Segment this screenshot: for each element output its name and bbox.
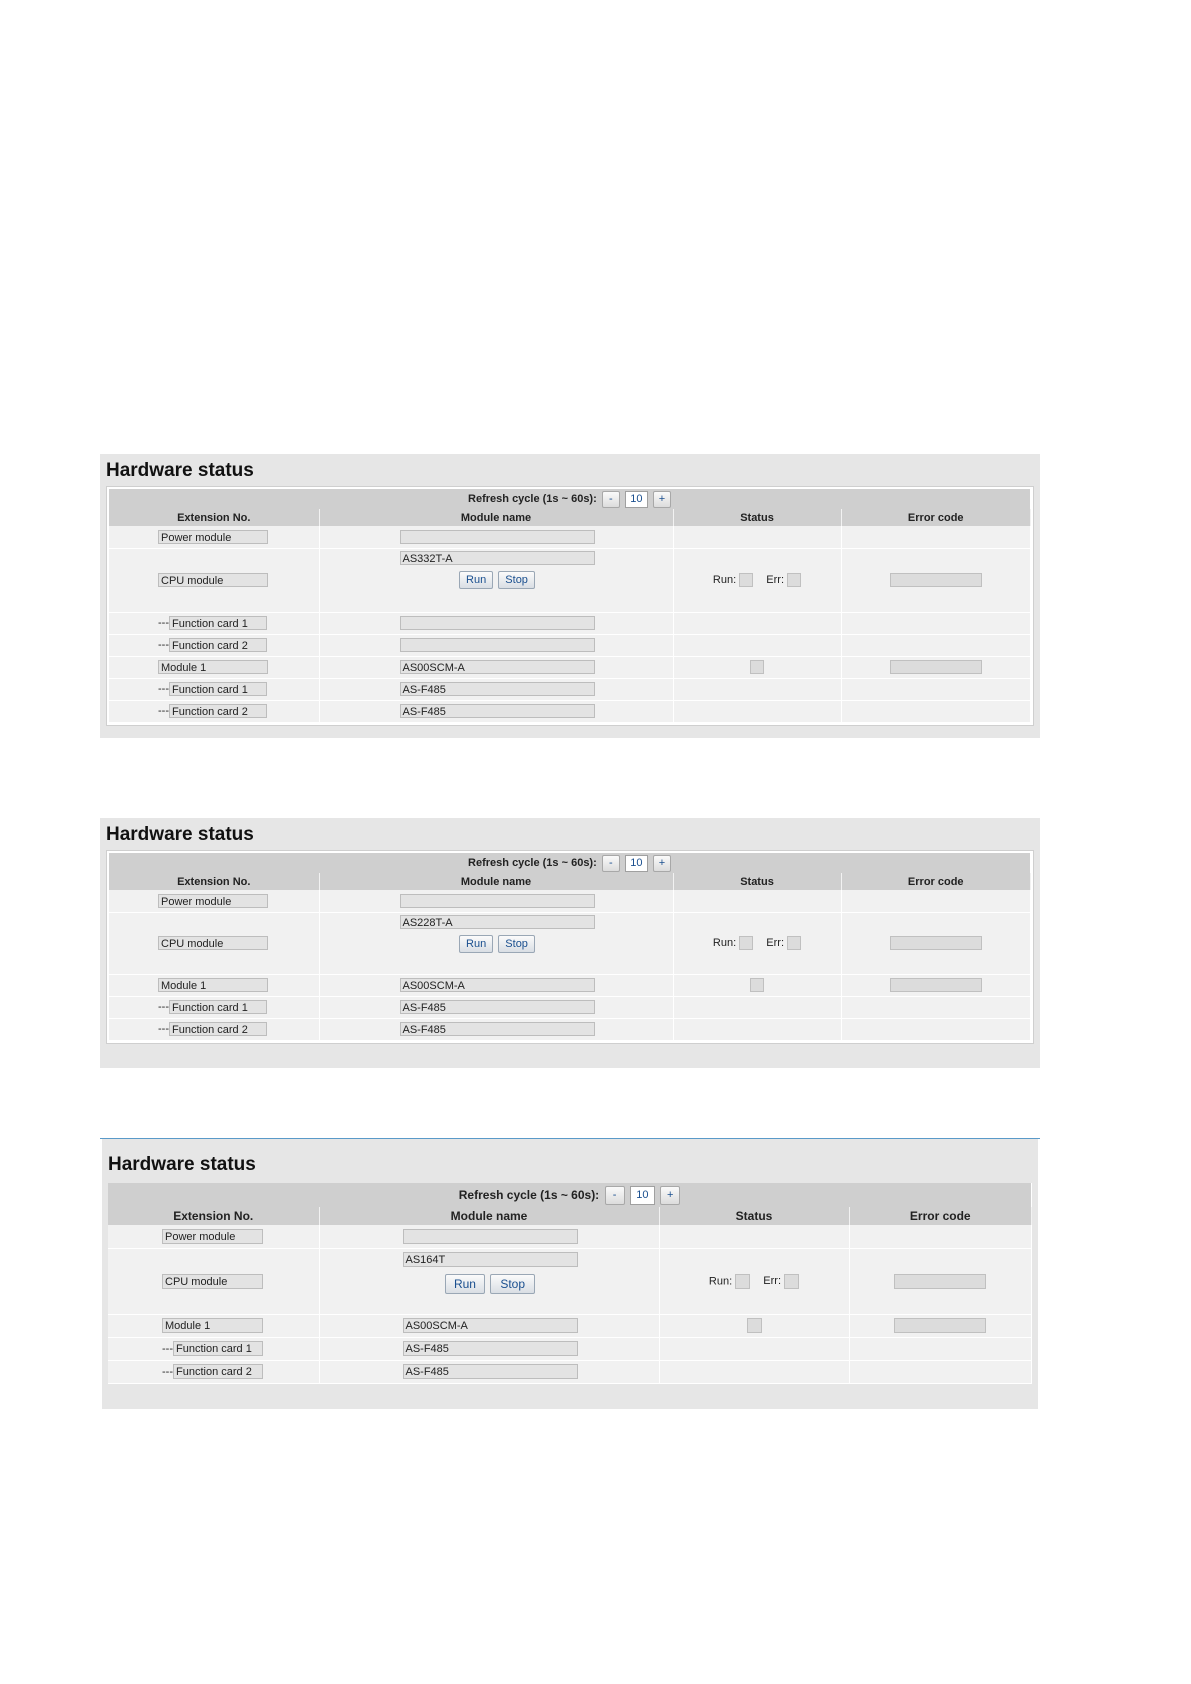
refresh-decrease-button[interactable]: - xyxy=(602,855,620,872)
hardware-status-panel-3 xyxy=(102,1139,1038,1409)
refresh-cycle-label: Refresh cycle (1s ~ 60s): xyxy=(458,1188,600,1202)
table-header xyxy=(108,1207,1032,1225)
refresh-row xyxy=(108,1183,1032,1207)
run-status-indicator xyxy=(739,936,753,950)
tree-prefix: --- xyxy=(158,1001,169,1013)
module-1-error-code-field xyxy=(894,1318,986,1333)
err-status-indicator xyxy=(784,1274,799,1289)
hardware-table xyxy=(109,489,1031,723)
table-row-module-1-function-card-1 xyxy=(109,996,1031,1018)
table-row-power-module xyxy=(109,526,1031,548)
refresh-decrease-button[interactable]: - xyxy=(605,1186,625,1205)
power-module-label: Power module xyxy=(158,894,268,908)
refresh-cycle-label: Refresh cycle (1s ~ 60s): xyxy=(468,857,597,869)
header-error-code: Error code xyxy=(849,1207,1032,1225)
function-card-1-label: Function card 1 xyxy=(169,616,267,630)
tree-prefix: --- xyxy=(158,705,169,717)
table-row-module-1-function-card-2 xyxy=(109,1018,1031,1040)
cpu-error-code-field xyxy=(890,936,982,950)
header-module-name: Module name xyxy=(319,873,673,890)
header-error-code: Error code xyxy=(841,873,1031,890)
function-card-2-label: Function card 2 xyxy=(169,638,267,652)
function-card-2-name-field: AS-F485 xyxy=(403,1364,578,1379)
err-status-indicator xyxy=(787,936,801,950)
table-row-module-1-function-card-2 xyxy=(108,1360,1032,1383)
table-row-module-1-function-card-2 xyxy=(109,700,1031,722)
function-card-1-label: Function card 1 xyxy=(169,682,267,696)
cpu-module-label: CPU module xyxy=(162,1274,263,1289)
hardware-status-panel-2 xyxy=(100,818,1040,1068)
panel-title: Hardware status xyxy=(108,1154,256,1175)
cpu-module-name-field: AS332T-A xyxy=(400,551,595,565)
tree-prefix: --- xyxy=(158,639,169,651)
stop-button[interactable]: Stop xyxy=(498,935,535,953)
refresh-decrease-button[interactable]: - xyxy=(602,491,620,508)
tree-prefix: --- xyxy=(158,617,169,629)
module-1-status-indicator xyxy=(750,978,764,992)
function-card-1-name-field: AS-F485 xyxy=(400,682,595,696)
tree-prefix: --- xyxy=(162,1365,173,1378)
cpu-module-name-field: AS228T-A xyxy=(400,915,595,929)
tree-prefix: --- xyxy=(158,683,169,695)
run-status-label: Run: xyxy=(712,936,737,949)
function-card-2-label: Function card 2 xyxy=(169,704,267,718)
table-row-module-1 xyxy=(109,974,1031,996)
refresh-increase-button[interactable]: + xyxy=(653,491,671,508)
hardware-table-frame xyxy=(106,850,1034,1044)
function-card-2-name-field xyxy=(400,638,595,652)
cpu-error-code-field xyxy=(890,573,982,587)
run-button[interactable]: Run xyxy=(459,571,493,589)
power-module-label: Power module xyxy=(158,530,268,544)
header-extension-no: Extension No. xyxy=(109,509,319,526)
cpu-module-label: CPU module xyxy=(158,573,268,587)
refresh-cycle-input[interactable]: 10 xyxy=(630,1186,655,1205)
table-row-power-module xyxy=(109,890,1031,912)
header-status: Status xyxy=(673,873,841,890)
refresh-cycle-input[interactable]: 10 xyxy=(625,855,648,872)
header-status: Status xyxy=(659,1207,849,1225)
run-button[interactable]: Run xyxy=(445,1274,485,1294)
module-1-status-indicator xyxy=(747,1318,762,1333)
err-status-indicator xyxy=(787,573,801,587)
header-extension-no: Extension No. xyxy=(108,1207,319,1225)
hardware-status-panel-1 xyxy=(100,454,1040,738)
power-module-name-field xyxy=(400,530,595,544)
module-1-label: Module 1 xyxy=(158,978,268,992)
hardware-table xyxy=(109,853,1031,1041)
run-button[interactable]: Run xyxy=(459,935,493,953)
table-row-power-module xyxy=(108,1225,1032,1248)
hardware-table xyxy=(108,1183,1032,1384)
run-status-indicator xyxy=(739,573,753,587)
run-status-label: Run: xyxy=(712,573,737,586)
function-card-1-label: Function card 1 xyxy=(173,1341,263,1356)
module-1-name-field: AS00SCM-A xyxy=(400,978,595,992)
tree-prefix: --- xyxy=(158,1023,169,1035)
refresh-cycle-label: Refresh cycle (1s ~ 60s): xyxy=(468,493,597,505)
cpu-module-label: CPU module xyxy=(158,936,268,950)
refresh-row xyxy=(109,489,1031,509)
function-card-2-label: Function card 2 xyxy=(169,1022,267,1036)
stop-button[interactable]: Stop xyxy=(490,1274,535,1294)
table-header xyxy=(109,873,1031,890)
table-row-cpu-module xyxy=(108,1248,1032,1314)
cpu-module-name-field: AS164T xyxy=(403,1252,578,1267)
function-card-1-name-field xyxy=(400,616,595,630)
header-status: Status xyxy=(673,509,841,526)
function-card-1-name-field: AS-F485 xyxy=(400,1000,595,1014)
panel-title: Hardware status xyxy=(106,824,254,845)
hardware-table-frame xyxy=(108,1183,1032,1384)
function-card-2-label: Function card 2 xyxy=(173,1364,263,1379)
table-row-module-1 xyxy=(109,656,1031,678)
module-1-label: Module 1 xyxy=(162,1318,263,1333)
function-card-2-name-field: AS-F485 xyxy=(400,704,595,718)
table-row-cpu-module xyxy=(109,548,1031,612)
header-module-name: Module name xyxy=(319,509,673,526)
function-card-1-label: Function card 1 xyxy=(169,1000,267,1014)
table-row-cpu-function-card-2 xyxy=(109,634,1031,656)
function-card-1-name-field: AS-F485 xyxy=(403,1341,578,1356)
power-module-name-field xyxy=(403,1229,578,1244)
panel-title: Hardware status xyxy=(106,460,254,481)
table-row-module-1-function-card-1 xyxy=(109,678,1031,700)
function-card-2-name-field: AS-F485 xyxy=(400,1022,595,1036)
run-status-label: Run: xyxy=(708,1274,733,1287)
module-1-name-field: AS00SCM-A xyxy=(403,1318,578,1333)
header-error-code: Error code xyxy=(841,509,1031,526)
table-row-cpu-function-card-1 xyxy=(109,612,1031,634)
refresh-cycle-input[interactable]: 10 xyxy=(625,491,648,508)
power-module-name-field xyxy=(400,894,595,908)
err-status-label: Err: xyxy=(763,1274,782,1287)
table-row-cpu-module xyxy=(109,912,1031,974)
cpu-error-code-field xyxy=(894,1274,986,1289)
tree-prefix: --- xyxy=(162,1342,173,1355)
refresh-increase-button[interactable]: + xyxy=(653,855,671,872)
hardware-table-frame xyxy=(106,486,1034,726)
table-header xyxy=(109,509,1031,526)
header-module-name: Module name xyxy=(319,1207,659,1225)
table-row-module-1-function-card-1 xyxy=(108,1337,1032,1360)
header-extension-no: Extension No. xyxy=(109,873,319,890)
power-module-label: Power module xyxy=(162,1229,263,1244)
module-1-error-code-field xyxy=(890,978,982,992)
refresh-increase-button[interactable]: + xyxy=(660,1186,680,1205)
err-status-label: Err: xyxy=(766,936,785,949)
run-status-indicator xyxy=(735,1274,750,1289)
table-row-module-1 xyxy=(108,1314,1032,1337)
module-1-label: Module 1 xyxy=(158,660,268,674)
module-1-status-indicator xyxy=(750,660,764,674)
module-1-error-code-field xyxy=(890,660,982,674)
stop-button[interactable]: Stop xyxy=(498,571,535,589)
module-1-name-field: AS00SCM-A xyxy=(400,660,595,674)
err-status-label: Err: xyxy=(766,573,785,586)
refresh-row xyxy=(109,853,1031,873)
